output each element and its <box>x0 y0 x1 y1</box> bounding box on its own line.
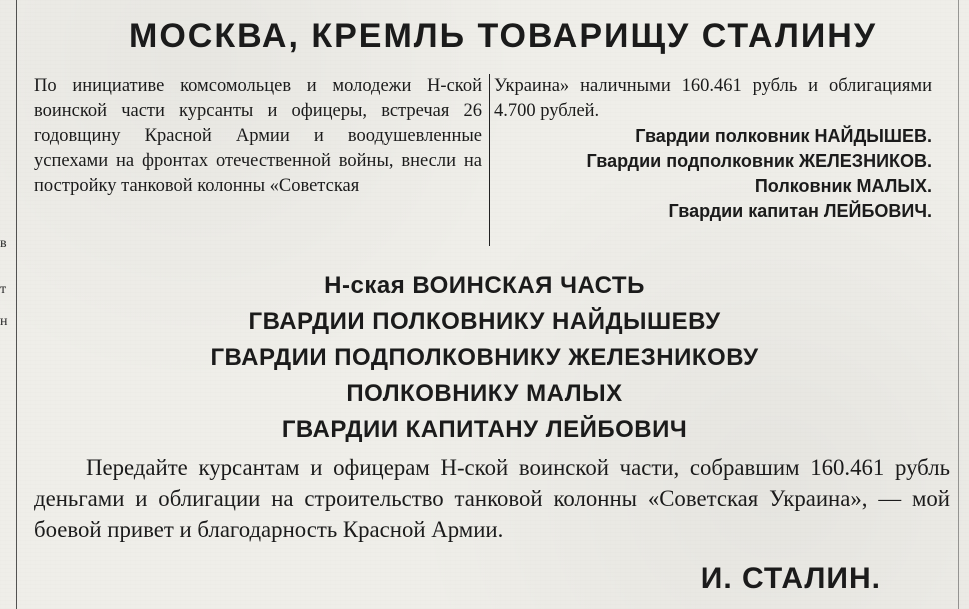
right-column <box>494 74 932 224</box>
column-divider <box>489 74 490 246</box>
signatory-3: Полковник МАЛЫХ. <box>754 176 932 196</box>
margin-letter-2: т <box>0 282 7 297</box>
margin-letter-3: н <box>0 314 8 329</box>
left-column-text: По инициативе комсомольцев и молодежи Н-ской воинской части курсанты и офицеры, встречая 26 годовщину Красной Армии и воодушевленные успехами на фронтах отечественной войны, внесли на постройку танковой колонны «Советская <box>34 76 482 196</box>
left-column <box>34 74 482 199</box>
right-column-text: Украина» наличными 160.461 рубль и облигациями 4.700 рублей. <box>494 76 932 121</box>
margin-letter-1: в <box>0 236 7 251</box>
reply-message <box>34 452 950 545</box>
signatory-4: Гвардии капитан ЛЕЙБОВИЧ. <box>668 201 932 221</box>
reply-message-text: Передайте курсантам и офицерам Н-ской воинской части, собравшим 160.461 рубль деньгами и облигации на строительство танковой колонны «Советская Украина», — мой боевой привет и благодарность Красной Армии. <box>34 455 950 542</box>
address-line-2: ГВАРДИИ ПОЛКОВНИКУ НАЙДЫШЕВУ <box>248 308 721 335</box>
telegram-title: МОСКВА, КРЕМЛЬ ТОВАРИЩУ СТАЛИНУ <box>129 17 877 55</box>
address-line-4: ПОЛКОВНИКУ МАЛЫХ <box>346 380 623 407</box>
address-line-5: ГВАРДИИ КАПИТАНУ ЛЕЙБОВИЧ <box>281 416 688 443</box>
address-line-3: ГВАРДИИ ПОДПОЛКОВНИКУ ЖЕЛЕЗНИКОВУ <box>210 344 759 371</box>
reply-address-block <box>0 268 969 448</box>
signatory-1: Гвардии полковник НАЙДЫШЕВ. <box>635 126 932 146</box>
address-line-1: Н-ская ВОИНСКАЯ ЧАСТЬ <box>324 272 645 299</box>
closing-signature: И. СТАЛИН. <box>700 562 881 595</box>
signatory-2: Гвардии подполковник ЖЕЛЕЗНИКОВ. <box>586 151 932 171</box>
